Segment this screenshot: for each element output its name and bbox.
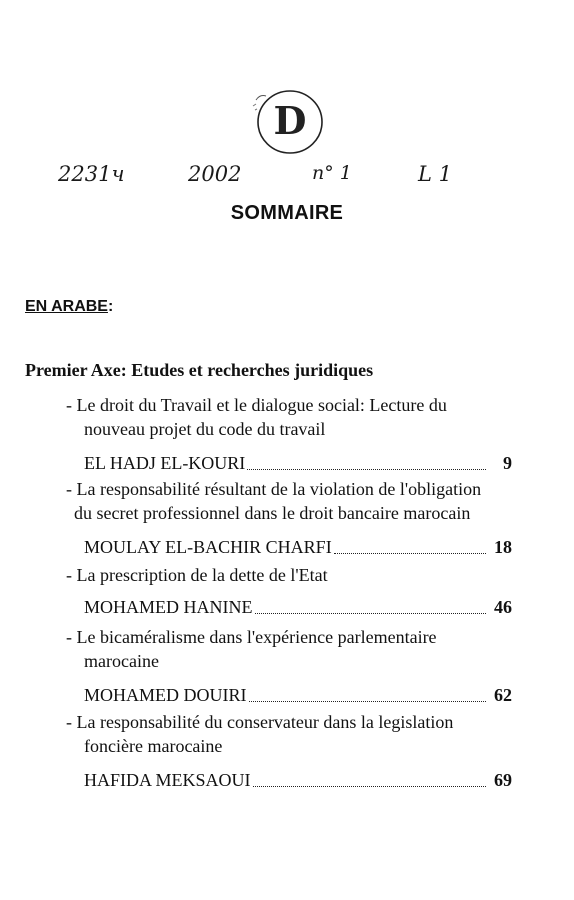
entry-page-number: 62 — [494, 685, 512, 705]
entry-author-row — [66, 451, 512, 475]
entry-title-line: - Le bicaméralisme dans l'expérience parlementaire — [66, 627, 437, 647]
handwritten-year: 2002 — [188, 162, 242, 186]
entry-author: MOHAMED DOUIRI — [84, 685, 247, 705]
entry-title-line: foncière marocaine — [84, 736, 223, 756]
entry-title-line: marocaine — [84, 651, 159, 671]
dot-leader — [249, 700, 487, 702]
dot-leader — [247, 468, 486, 470]
section-heading — [25, 298, 113, 316]
dot-leader — [253, 785, 486, 787]
entry-title-line: - La responsabilité du conservateur dans la legislation — [66, 712, 454, 732]
stamp-letter: D — [273, 98, 307, 143]
entry-title-line: nouveau projet du code du travail — [84, 419, 326, 439]
dot-leader — [255, 612, 487, 614]
page-title: SOMMAIRE — [230, 202, 344, 224]
toc-entry — [66, 710, 512, 792]
entry-author: EL HADJ EL-KOURI — [84, 453, 246, 473]
entry-page-number: 18 — [494, 537, 512, 557]
entry-author-row — [66, 595, 512, 619]
toc-entry — [66, 393, 512, 475]
entry-page-number: 69 — [494, 770, 512, 790]
section-label: EN ARABE — [25, 298, 108, 315]
dot-leader — [334, 552, 486, 554]
entry-page-number: 9 — [503, 453, 512, 473]
toc-entry — [66, 477, 512, 559]
section-colon: : — [107, 298, 114, 315]
handwritten-code: L 1 — [418, 162, 452, 186]
entry-title-line: du secret professionnel dans le droit bancaire marocain — [74, 503, 471, 523]
entry-author: HAFIDA MEKSAOUI — [84, 770, 251, 790]
library-stamp — [250, 86, 326, 156]
toc-entry — [66, 563, 512, 619]
entry-title-line: - La responsabilité résultant de la violation de l'obligation — [66, 479, 482, 499]
toc-entry — [66, 625, 512, 707]
entry-title-line: - Le droit du Travail et le dialogue social: Lecture du — [66, 395, 447, 415]
entry-page-number: 46 — [494, 597, 512, 617]
handwritten-number: n° 1 — [312, 162, 352, 184]
axis-heading: Premier Axe: Etudes et recherches juridiques — [25, 360, 374, 380]
handwritten-reference: 2231ч — [58, 162, 125, 186]
entry-author: MOULAY EL-BACHIR CHARFI — [84, 537, 332, 557]
entry-author-row — [66, 683, 512, 707]
entry-title-line: - La prescription de la dette de l'Etat — [66, 565, 328, 585]
entry-author: MOHAMED HANINE — [84, 597, 253, 617]
entry-author-row — [66, 535, 512, 559]
entry-author-row — [66, 768, 512, 792]
